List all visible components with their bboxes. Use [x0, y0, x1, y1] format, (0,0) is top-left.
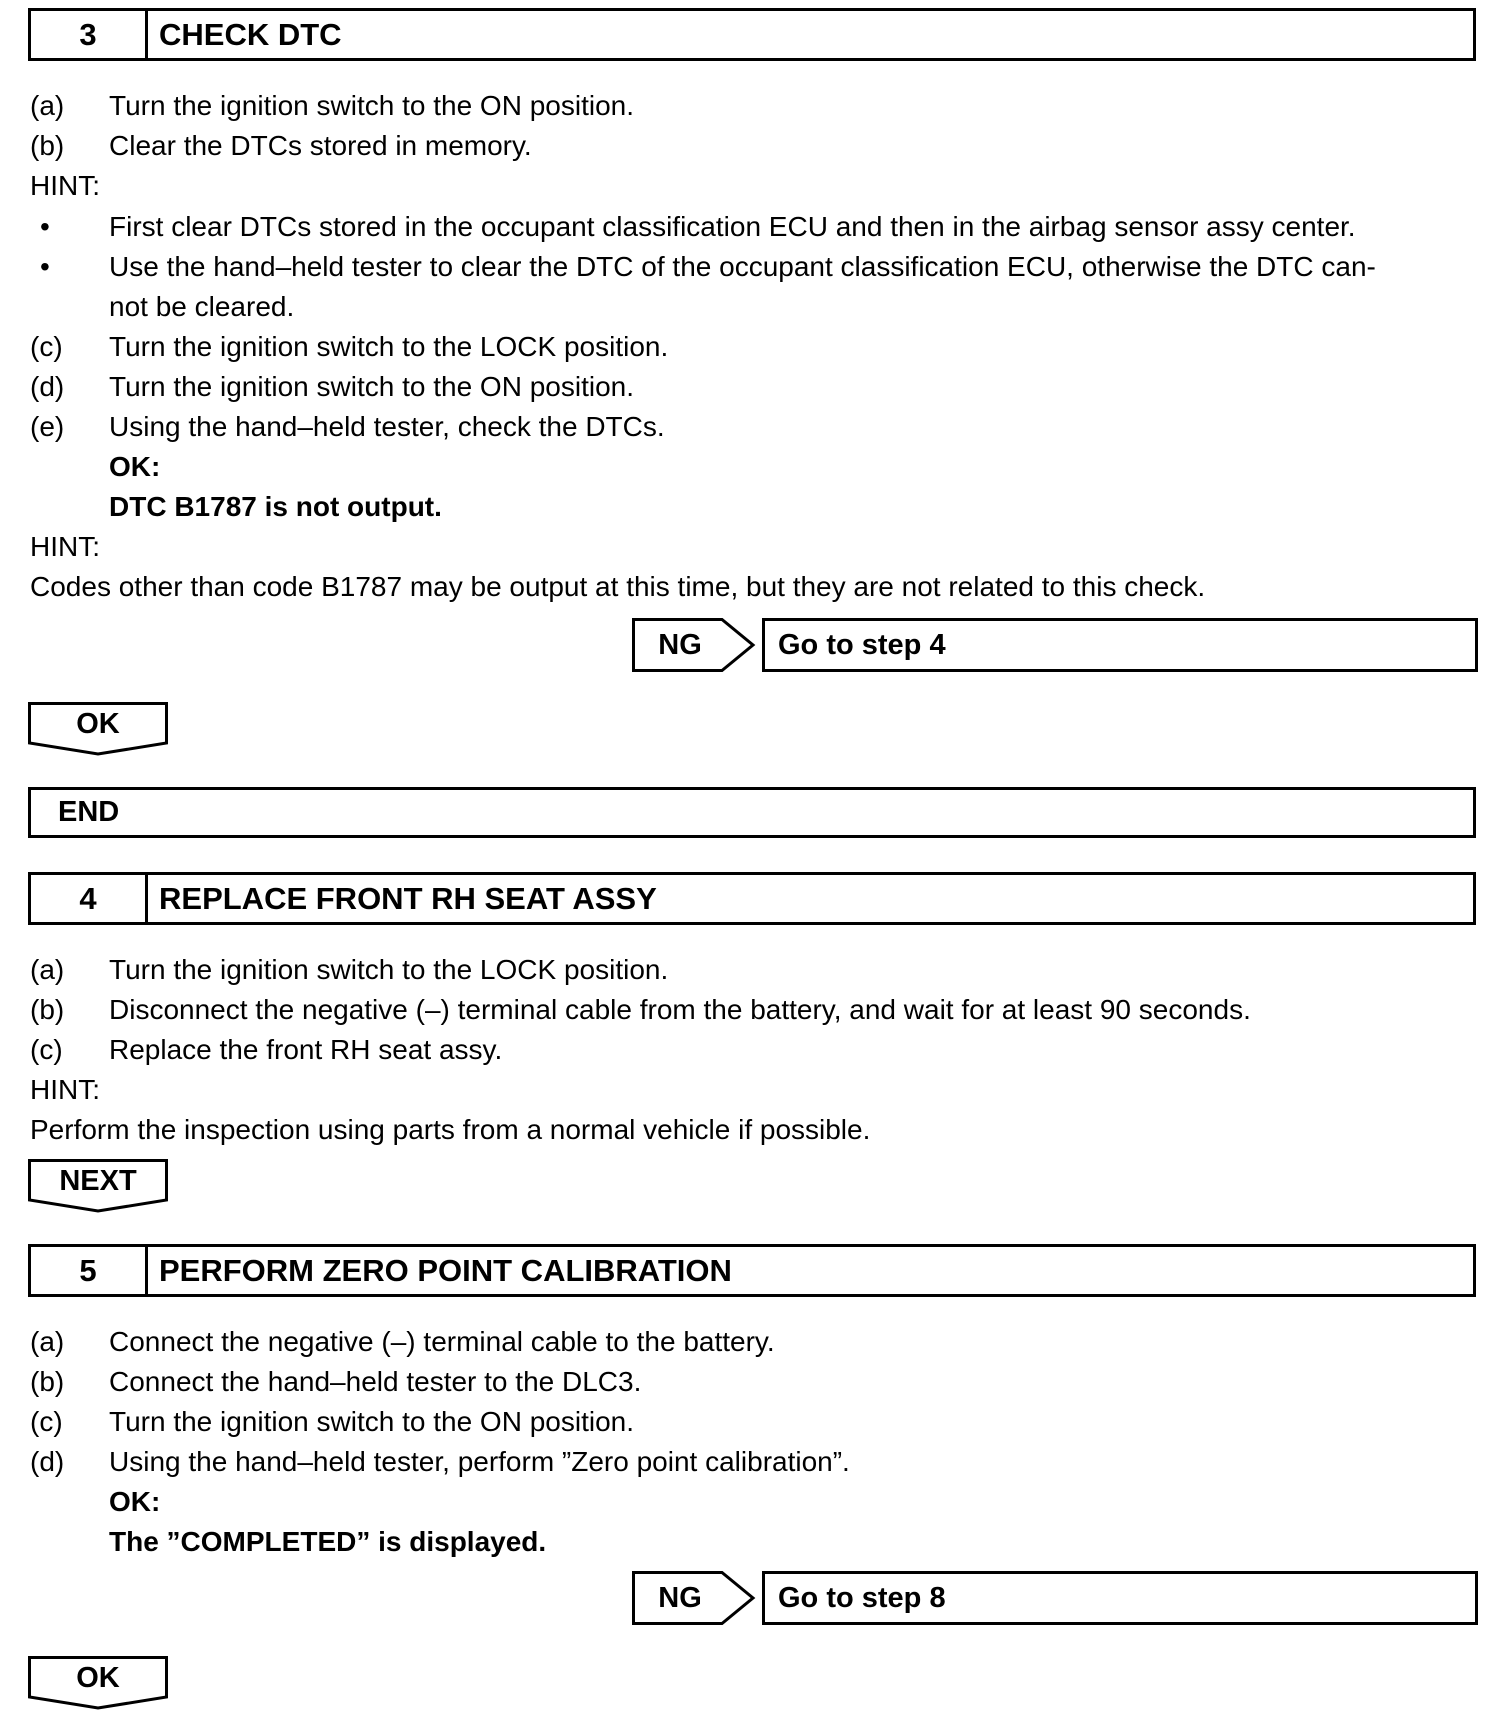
end-label: END: [58, 796, 120, 828]
step-title: CHECK DTC: [159, 17, 342, 52]
step-5-header: [28, 1244, 1476, 1297]
item-marker: (c): [30, 331, 63, 362]
item-marker: (b): [30, 994, 65, 1025]
item-marker: (e): [30, 411, 65, 442]
bullet-text-continued: not be cleared.: [109, 291, 295, 322]
ng-branch[interactable]: [632, 618, 1478, 672]
step-title: REPLACE FRONT RH SEAT ASSY: [159, 881, 657, 916]
goto-step-text: Go to step 4: [778, 629, 946, 661]
item-text: Turn the ignition switch to the LOCK position.: [109, 331, 669, 362]
ng-label: NG: [658, 629, 702, 661]
item-marker: (b): [30, 130, 65, 161]
ok-criteria-text: DTC B1787 is not output.: [109, 491, 442, 522]
hint-text: Codes other than code B1787 may be output at this time, but they are not related to this check.: [30, 571, 1206, 602]
ok-criteria-label: OK:: [109, 1486, 161, 1517]
item-text: Turn the ignition switch to the ON position.: [109, 371, 634, 402]
item-text: Clear the DTCs stored in memory.: [109, 130, 532, 161]
ok-button[interactable]: [28, 1656, 168, 1710]
item-text: Using the hand–held tester, perform ”Zero point calibration”.: [109, 1446, 850, 1477]
item-text: Replace the front RH seat assy.: [109, 1034, 503, 1065]
item-marker: (c): [30, 1034, 63, 1065]
hint-label: HINT:: [30, 170, 100, 201]
ok-button-label: OK: [76, 1662, 120, 1694]
step-number: 3: [31, 11, 148, 58]
item-text: Turn the ignition switch to the ON position.: [109, 1406, 634, 1437]
item-marker: (a): [30, 1326, 65, 1357]
bullet-marker: •: [40, 211, 50, 242]
bullet-marker: •: [40, 251, 50, 282]
item-text: Disconnect the negative (–) terminal cable from the battery, and wait for at least 90 seconds.: [109, 994, 1251, 1025]
ok-button-label: OK: [76, 708, 120, 740]
step-4-header: [28, 872, 1476, 925]
item-text: Connect the negative (–) terminal cable to the battery.: [109, 1326, 775, 1357]
goto-step-box[interactable]: [762, 1571, 1478, 1625]
goto-step-text: Go to step 8: [778, 1582, 946, 1614]
item-marker: (d): [30, 1446, 65, 1477]
ng-branch[interactable]: [632, 1571, 1478, 1625]
item-marker: (a): [30, 90, 65, 121]
bullet-text: First clear DTCs stored in the occupant classification ECU and then in the airbag sensor assy center.: [109, 211, 1356, 242]
step-number: 4: [31, 875, 148, 922]
item-text: Turn the ignition switch to the ON position.: [109, 90, 634, 121]
ok-criteria-text: The ”COMPLETED” is displayed.: [109, 1526, 547, 1557]
next-button[interactable]: [28, 1159, 168, 1213]
item-marker: (d): [30, 371, 65, 402]
bullet-text: Use the hand–held tester to clear the DTC of the occupant classification ECU, otherwise the DTC can-: [109, 251, 1376, 282]
hint-label: HINT:: [30, 531, 100, 562]
ok-criteria-label: OK:: [109, 451, 161, 482]
next-button-label: NEXT: [59, 1165, 137, 1197]
item-marker: (b): [30, 1366, 65, 1397]
end-box: [28, 787, 1476, 838]
step-title: PERFORM ZERO POINT CALIBRATION: [159, 1253, 732, 1288]
item-text: Connect the hand–held tester to the DLC3.: [109, 1366, 642, 1397]
goto-step-box[interactable]: [762, 618, 1478, 672]
hint-label: HINT:: [30, 1074, 100, 1105]
step-number: 5: [31, 1247, 148, 1294]
ok-button[interactable]: [28, 702, 168, 756]
hint-text: Perform the inspection using parts from a normal vehicle if possible.: [30, 1114, 871, 1145]
item-text: Turn the ignition switch to the LOCK position.: [109, 954, 669, 985]
ng-label: NG: [658, 1582, 702, 1614]
item-text: Using the hand–held tester, check the DTCs.: [109, 411, 665, 442]
item-marker: (a): [30, 954, 65, 985]
item-marker: (c): [30, 1406, 63, 1437]
step-3-header: [28, 8, 1476, 61]
